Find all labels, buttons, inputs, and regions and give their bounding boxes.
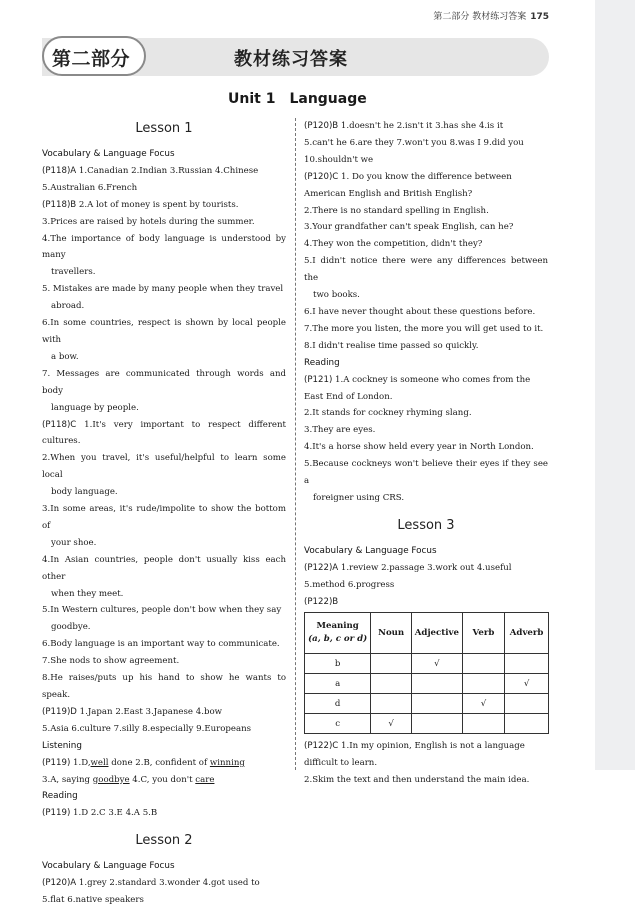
exercise-tag: (P121) xyxy=(304,374,333,385)
exercise-tag: (P122)A xyxy=(304,562,339,573)
answer-line: 2.It stands for cockney rhyming slang. xyxy=(304,408,472,419)
answer-line: foreigner using CRS. xyxy=(313,492,405,503)
vocab-focus-heading: Vocabulary & Language Focus xyxy=(42,861,175,872)
answer-line: (P122)C 1.In my opinion, English is not a language xyxy=(304,741,525,752)
running-title: 第二部分 教材练习答案 xyxy=(433,12,527,22)
answer-line: 5.In Western cultures, people don't bow when they say xyxy=(42,605,282,616)
column-header-adjective: Adjective xyxy=(411,613,462,654)
answer-line: 5.method 6.progress xyxy=(304,579,395,590)
table-row xyxy=(305,714,549,734)
answer-line: 5. Mistakes are made by many people when they travel xyxy=(42,284,284,295)
vocab-focus-heading: Vocabulary & Language Focus xyxy=(42,149,175,159)
answer-line: 5.Because cockneys won't believe their eyes if they see a xyxy=(304,459,548,487)
unit-heading xyxy=(228,91,367,107)
answer-line: 7.The more you listen, the more you will get used to it. xyxy=(304,323,544,334)
adjective-cell xyxy=(411,694,462,714)
answer-line: (P120)B 1.doesn't he 2.isn't it 3.has she 4.is it xyxy=(304,121,504,131)
answer-line: (P120)C 1. Do you know the difference between xyxy=(304,171,512,182)
underlined-word: winning xyxy=(209,757,245,768)
column-header-meaning: Meaning (a, b, c or d) xyxy=(305,613,371,654)
lesson-2-heading: Lesson 2 xyxy=(135,833,193,849)
answer-line: 6.In some countries, respect is shown by local people with xyxy=(42,318,286,345)
answer-line xyxy=(304,594,548,611)
meaning-cell: b xyxy=(305,654,371,674)
vocab-focus-heading: Vocabulary & Language Focus xyxy=(304,545,437,556)
verb-cell xyxy=(462,674,504,694)
answer-line: your shoe. xyxy=(51,537,97,548)
adverb-cell: √ xyxy=(505,674,549,694)
answer-line: travellers. xyxy=(51,267,96,278)
unit-label: Unit 1 xyxy=(228,91,276,107)
exercise-tag: (P120)A xyxy=(42,878,77,889)
exercise-tag: (P118)C xyxy=(42,419,77,430)
answer-line: 3.Your grandfather can't speak English, can he? xyxy=(304,222,514,233)
underlined-word: well xyxy=(90,757,109,768)
answer-line: (P119) 1.D,well done 2.B, confident of winning xyxy=(42,757,245,768)
exercise-tag: (P119) xyxy=(42,757,71,768)
answer-line: 4.It's a horse show held every year in North London. xyxy=(304,442,534,453)
reading-heading: Reading xyxy=(304,357,340,368)
noun-cell xyxy=(371,654,412,674)
answer-line: 3.A, saying goodbye 4.C, you don't care xyxy=(42,774,215,785)
noun-cell xyxy=(371,694,412,714)
answer-line: (P120)A 1.grey 2.standard 3.wonder 4.got used to xyxy=(42,878,260,889)
exercise-tag: (P122)B xyxy=(304,596,339,607)
adverb-cell xyxy=(505,694,549,714)
answer-line: 5.flat 6.native speakers xyxy=(42,895,144,906)
column-header-verb: Verb xyxy=(462,613,504,654)
answer-line: 5.I didn't notice there were any differences between the xyxy=(304,256,548,284)
column-header-adverb: Adverb xyxy=(505,613,549,654)
answer-line: 4.They won the competition, didn't they? xyxy=(304,239,483,250)
answer-line: 5.Asia 6.culture 7.silly 8.especially 9.Europeans xyxy=(42,723,252,734)
reading-heading: Reading xyxy=(42,791,78,802)
column-divider xyxy=(295,118,296,770)
exercise-tag: (P120)C xyxy=(304,171,339,182)
exercise-tag: (P119) xyxy=(42,808,71,819)
noun-cell: √ xyxy=(371,714,412,734)
answer-line: (P118)A 1.Canadian 2.Indian 3.Russian 4.Chinese xyxy=(42,165,259,176)
lesson-1-heading: Lesson 1 xyxy=(135,121,193,136)
table-row xyxy=(305,654,549,674)
running-header xyxy=(433,9,549,22)
verb-cell xyxy=(462,654,504,674)
lesson-3-heading: Lesson 3 xyxy=(397,517,455,533)
answer-line: 5.Australian 6.French xyxy=(42,182,138,193)
answer-line: (P122)A 1.review 2.passage 3.work out 4.useful xyxy=(304,562,512,573)
answer-line: (P119)D 1.Japan 2.East 3.Japanese 4.bow xyxy=(42,706,222,717)
answer-line: 3.In some areas, it's rude/impolite to show the bottom of xyxy=(42,504,286,531)
meaning-cell: c xyxy=(305,714,371,734)
part-badge xyxy=(42,36,146,76)
verb-cell: √ xyxy=(462,694,504,714)
answer-line: difficult to learn. xyxy=(304,758,378,769)
noun-cell xyxy=(371,674,412,694)
exercise-tag: (P119)D xyxy=(42,706,77,717)
exercise-tag: (P122)C xyxy=(304,741,339,752)
adjective-cell: √ xyxy=(411,654,462,674)
answer-line: 10.shouldn't we xyxy=(304,154,374,165)
answer-line: goodbye. xyxy=(51,622,91,633)
answer-line: 7. Messages are communicated through words and body xyxy=(42,368,286,396)
adjective-cell xyxy=(411,714,462,734)
answer-line: 2.There is no standard spelling in English. xyxy=(304,205,489,216)
listening-heading: Listening xyxy=(42,740,82,751)
answer-line: 8.I didn't realise time passed so quickly. xyxy=(304,340,479,351)
answer-line: 6.Body language is an important way to communicate. xyxy=(42,639,280,650)
meaning-cell: d xyxy=(305,694,371,714)
section-title: 教材练习答案 xyxy=(234,49,348,70)
answer-line: (P121) 1.A cockney is someone who comes from the xyxy=(304,374,531,385)
answer-line: a bow. xyxy=(51,351,79,362)
part-label: 第二部分 xyxy=(52,48,131,70)
page-number: 175 xyxy=(530,12,549,22)
answer-line: two books. xyxy=(313,290,360,301)
answer-line: 3.Prices are raised by hotels during the summer. xyxy=(42,216,255,227)
answer-line: (P118)C 1.It's very important to respect different cultures. xyxy=(42,419,286,447)
answer-line: (P118)B 2.A lot of money is spent by tourists. xyxy=(42,199,239,210)
answer-line: East End of London. xyxy=(304,391,393,402)
answer-line: when they meet. xyxy=(51,588,124,599)
answer-line: 5.can't he 6.are they 7.won't you 8.was I 9.did you xyxy=(304,137,524,148)
exercise-tag: (P118)B xyxy=(42,199,77,210)
exercise-tag: (P118)A xyxy=(42,165,77,176)
adverb-cell xyxy=(505,654,549,674)
answer-line: 2.When you travel, it's useful/helpful to learn some local xyxy=(42,453,286,481)
adverb-cell xyxy=(505,714,549,734)
table-row xyxy=(305,674,549,694)
verb-cell xyxy=(462,714,504,734)
exercise-tag: (P120)B xyxy=(304,121,339,131)
answer-line: abroad. xyxy=(51,301,85,312)
underlined-word: care xyxy=(195,774,215,785)
answer-line: 6.I have never thought about these questions before. xyxy=(304,306,536,317)
adjective-cell xyxy=(411,674,462,694)
answer-line: 2.Skim the text and then understand the main idea. xyxy=(304,775,530,786)
word-form-table xyxy=(304,612,549,734)
meaning-cell: a xyxy=(305,674,371,694)
answer-line: 4.The importance of body language is understood by many xyxy=(42,233,286,261)
answer-line: body language. xyxy=(51,487,118,498)
left-column xyxy=(42,118,286,909)
answer-line: 7.She nods to show agreement. xyxy=(42,656,180,667)
unit-name: Language xyxy=(289,91,367,107)
column-header-noun: Noun xyxy=(371,613,412,654)
answer-line: 3.They are eyes. xyxy=(304,425,376,436)
answer-line: American English and British English? xyxy=(304,188,473,199)
answer-line: (P119) 1.D 2.C 3.E 4.A 5.B xyxy=(42,808,158,819)
answer-line: 4.In Asian countries, people don't usually kiss each other xyxy=(42,554,286,582)
answer-line: language by people. xyxy=(51,402,139,413)
answer-line: 8.He raises/puts up his hand to show he wants to speak. xyxy=(42,673,286,700)
table-row xyxy=(305,694,549,714)
right-column xyxy=(304,118,548,789)
viewer-gutter xyxy=(595,0,635,770)
table-header-row xyxy=(305,613,549,654)
underlined-word: goodbye xyxy=(92,774,130,785)
